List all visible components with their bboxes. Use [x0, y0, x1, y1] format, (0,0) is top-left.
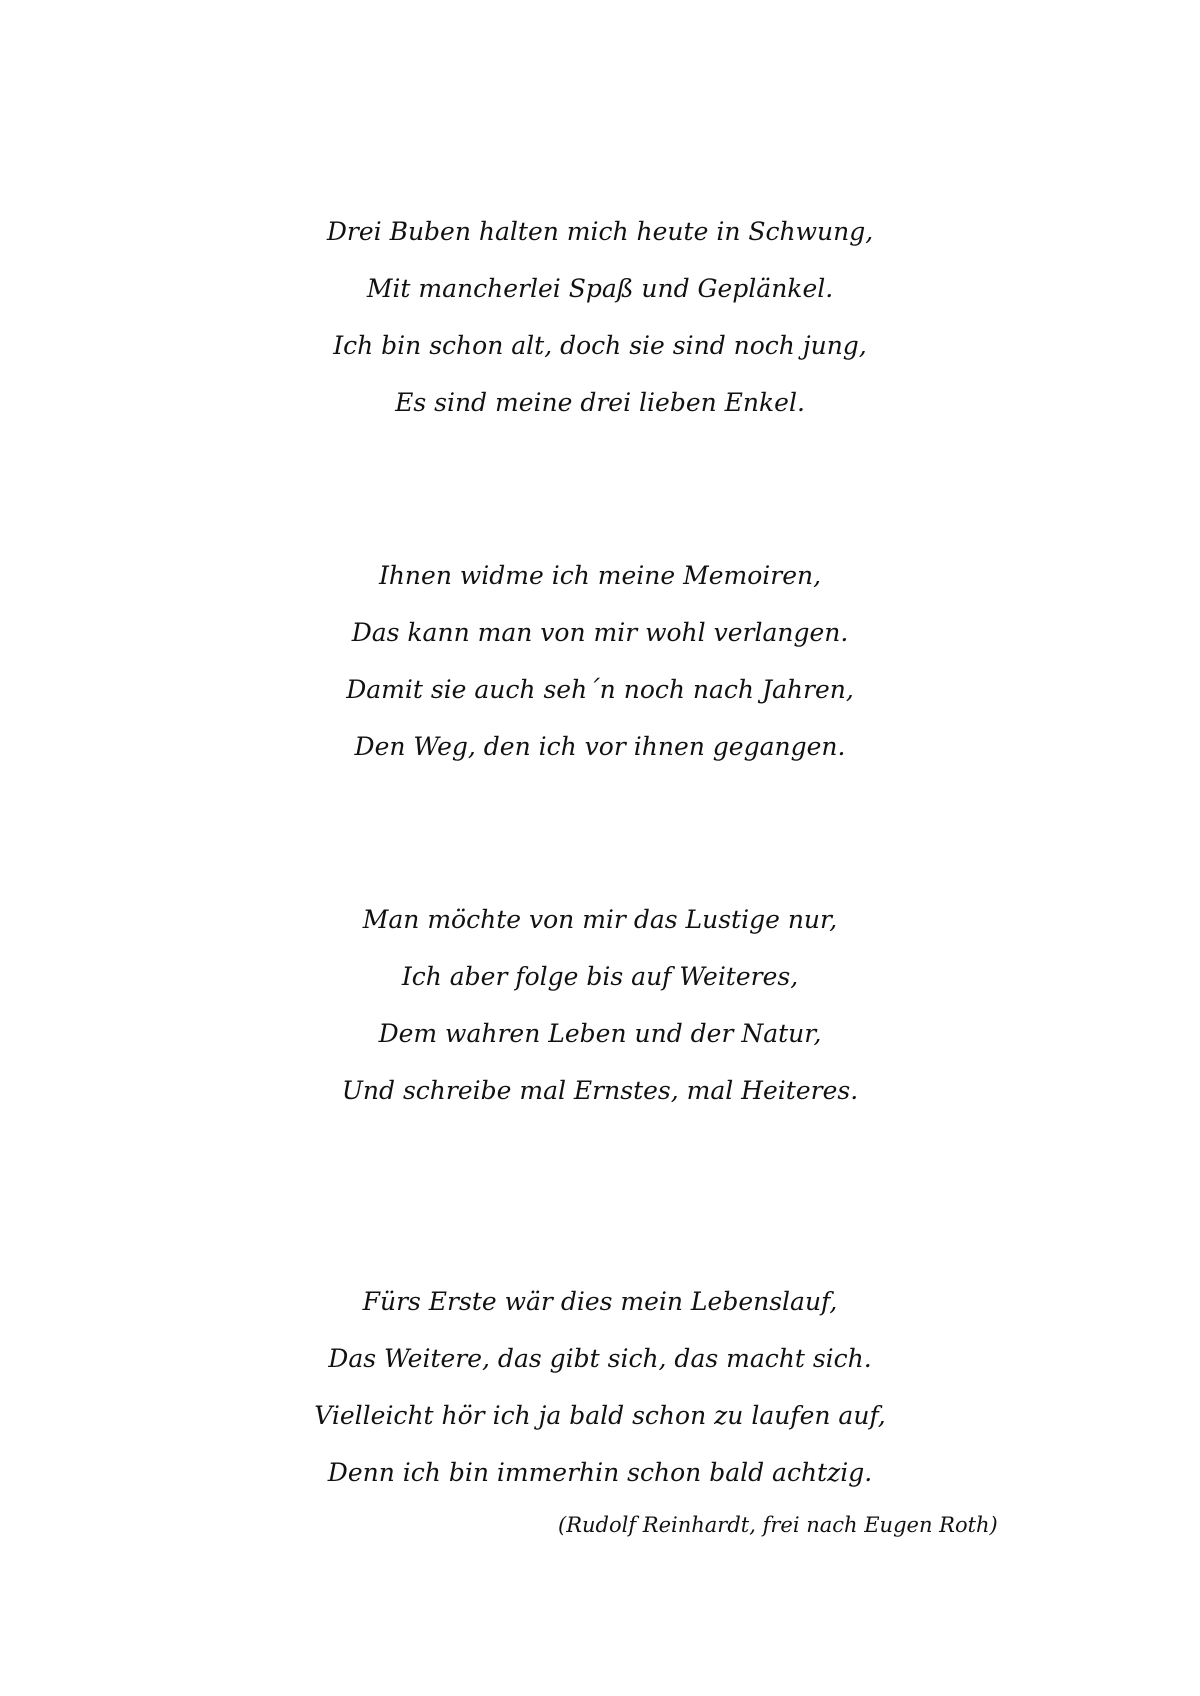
poem-line: Es sind meine drei lieben Enkel.	[395, 388, 805, 417]
poem-line: Das kann man von mir wohl verlangen.	[351, 618, 849, 647]
poem-line: Den Weg, den ich vor ihnen gegangen.	[354, 732, 846, 761]
poem-line: Ich bin schon alt, doch sie sind noch jung,	[333, 331, 867, 360]
poem-line: Dem wahren Leben und der Natur,	[378, 1019, 822, 1048]
poem-stanza-2	[0, 547, 1200, 775]
poem-line: Fürs Erste wär dies mein Lebenslauf,	[362, 1287, 838, 1316]
poem-line: Mit mancherlei Spaß und Geplänkel.	[366, 274, 834, 303]
poem-line: Denn ich bin immerhin schon bald achtzig.	[327, 1458, 873, 1487]
poem-stanza-1	[0, 203, 1200, 431]
poem-line: Ich aber folge bis auf Weiteres,	[401, 962, 799, 991]
poem-line: Damit sie auch seh´n noch nach Jahren,	[346, 675, 854, 704]
poem-line: Und schreibe mal Ernstes, mal Heiteres.	[341, 1076, 859, 1105]
poem-line: Das Weitere, das gibt sich, das macht sich.	[328, 1344, 872, 1373]
poem-line: Vielleicht hör ich ja bald schon zu laufen auf,	[314, 1401, 886, 1430]
poem-line: Drei Buben halten mich heute in Schwung,	[326, 217, 874, 246]
poem-stanza-4	[0, 1273, 1200, 1501]
poem-stanza-3	[0, 891, 1200, 1119]
poem-line: Ihnen widme ich meine Memoiren,	[378, 561, 822, 590]
poem-line: Man möchte von mir das Lustige nur,	[362, 905, 838, 934]
poem-attribution: (Rudolf Reinhardt, frei nach Eugen Roth)	[558, 1513, 998, 1537]
